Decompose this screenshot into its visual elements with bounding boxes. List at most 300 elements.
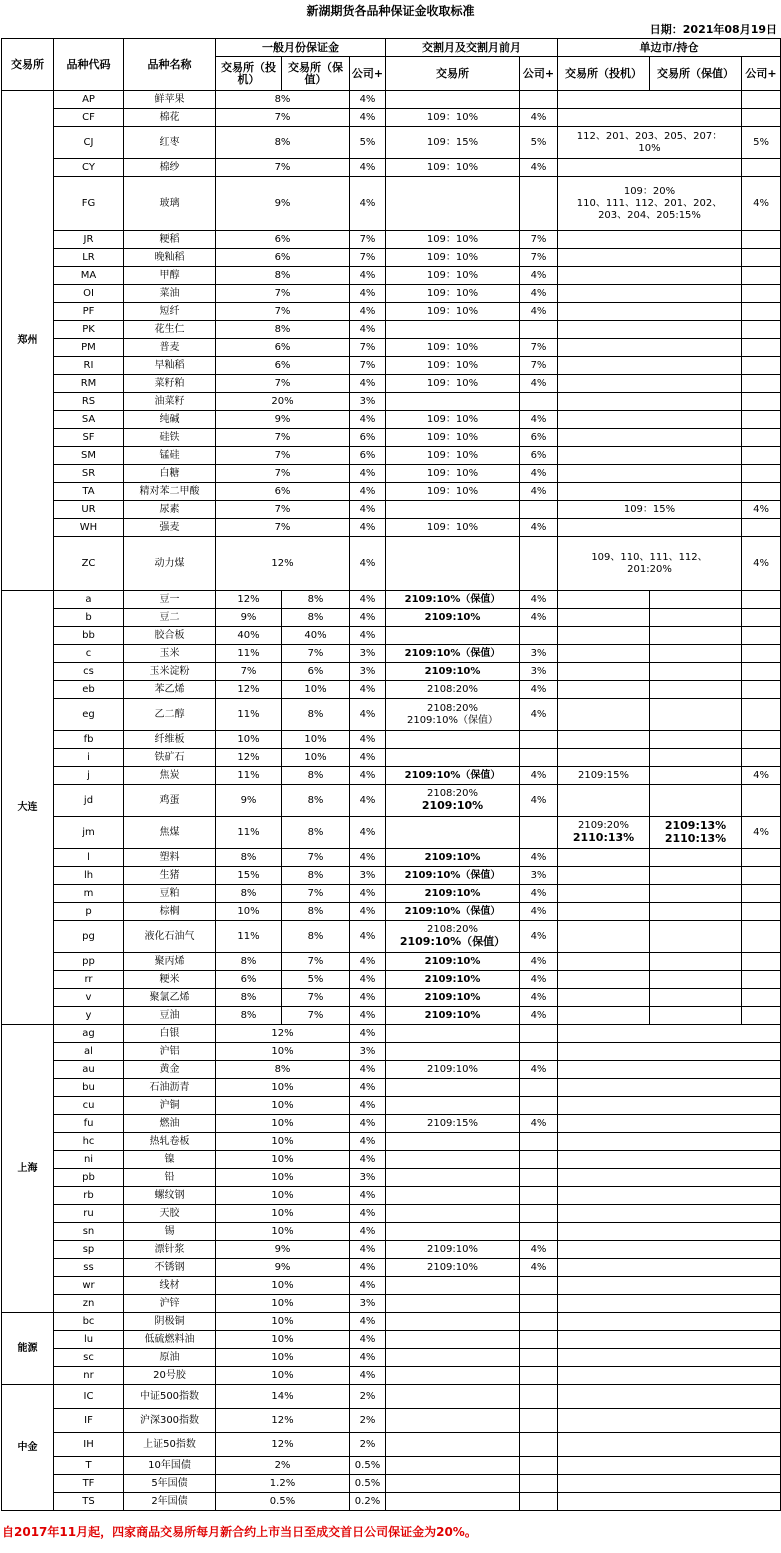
unilateral-spec	[558, 749, 650, 767]
delivery-company: 4%	[520, 483, 558, 501]
general-company: 4%	[350, 1115, 386, 1133]
delivery-margin: 2109:10%（保值）	[386, 867, 520, 885]
general-company: 5%	[350, 127, 386, 159]
product-name: 强麦	[124, 519, 216, 537]
delivery-margin: 109：10%	[386, 267, 520, 285]
general-margin: 10%	[216, 1331, 350, 1349]
unilateral-margin	[558, 1349, 781, 1367]
general-margin: 10%	[216, 1079, 350, 1097]
product-code: pp	[54, 953, 124, 971]
unilateral-margin	[558, 1457, 781, 1475]
general-margin: 7%	[216, 159, 350, 177]
unilateral-margin	[558, 91, 742, 109]
general-margin-spec: 8%	[216, 989, 282, 1007]
delivery-margin	[386, 1349, 520, 1367]
unilateral-margin	[558, 1097, 781, 1115]
delivery-margin	[386, 1187, 520, 1205]
exchange-zhengzhou: 郑州	[2, 91, 54, 591]
product-code: SR	[54, 465, 124, 483]
general-margin-hedge: 8%	[282, 609, 350, 627]
delivery-margin	[386, 1025, 520, 1043]
table-row	[2, 663, 781, 681]
delivery-company	[520, 177, 558, 231]
delivery-margin: 2109:10%	[386, 1061, 520, 1079]
unilateral-margin	[558, 393, 742, 411]
general-company: 4%	[350, 159, 386, 177]
table-row	[2, 1493, 781, 1511]
delivery-company: 7%	[520, 339, 558, 357]
unilateral-spec	[558, 849, 650, 867]
product-code: OI	[54, 285, 124, 303]
table-row	[2, 267, 781, 285]
delivery-margin: 109：10%	[386, 285, 520, 303]
product-name: 豆二	[124, 609, 216, 627]
delivery-margin: 2108:20%	[386, 681, 520, 699]
product-name: 10年国债	[124, 1457, 216, 1475]
unilateral-hedge	[650, 867, 742, 885]
product-name: 苯乙烯	[124, 681, 216, 699]
table-row	[2, 1385, 781, 1409]
unilateral-margin-line: 203、204、205:15%	[598, 209, 701, 221]
table-row	[2, 285, 781, 303]
product-code: AP	[54, 91, 124, 109]
unilateral-company	[742, 465, 781, 483]
table-row	[2, 1205, 781, 1223]
delivery-company: 3%	[520, 645, 558, 663]
unilateral-spec	[558, 989, 650, 1007]
product-name: 甲醇	[124, 267, 216, 285]
delivery-company	[520, 1187, 558, 1205]
general-company: 3%	[350, 1043, 386, 1061]
unilateral-spec	[558, 663, 650, 681]
delivery-margin	[386, 1205, 520, 1223]
unilateral-spec	[558, 731, 650, 749]
unilateral-company	[742, 231, 781, 249]
unilateral-hedge	[650, 627, 742, 645]
unilateral-margin	[558, 1079, 781, 1097]
delivery-company	[520, 1457, 558, 1475]
unilateral-company	[742, 731, 781, 749]
unilateral-hedge	[650, 1007, 742, 1025]
delivery-margin	[386, 1277, 520, 1295]
product-code: rb	[54, 1187, 124, 1205]
product-name: 锡	[124, 1223, 216, 1241]
general-margin-hedge: 5%	[282, 971, 350, 989]
general-margin: 12%	[216, 1433, 350, 1457]
general-company: 7%	[350, 339, 386, 357]
product-name: 焦炭	[124, 767, 216, 785]
unilateral-margin	[558, 127, 742, 159]
general-margin: 8%	[216, 127, 350, 159]
table-row	[2, 1409, 781, 1433]
general-margin: 10%	[216, 1295, 350, 1313]
delivery-company	[520, 1331, 558, 1349]
delivery-margin: 109：10%	[386, 159, 520, 177]
unilateral-margin	[558, 357, 742, 375]
general-margin-spec: 8%	[216, 953, 282, 971]
delivery-company	[520, 1409, 558, 1433]
product-code: IC	[54, 1385, 124, 1409]
table-row	[2, 1187, 781, 1205]
delivery-margin	[386, 1151, 520, 1169]
general-margin: 1.2%	[216, 1475, 350, 1493]
unilateral-hedge	[650, 645, 742, 663]
general-company: 2%	[350, 1409, 386, 1433]
unilateral-company	[742, 749, 781, 767]
delivery-company	[520, 1133, 558, 1151]
product-code: fb	[54, 731, 124, 749]
delivery-margin	[386, 1331, 520, 1349]
unilateral-hedge	[650, 699, 742, 731]
delivery-margin	[386, 1295, 520, 1313]
product-code: CJ	[54, 127, 124, 159]
delivery-margin	[386, 1385, 520, 1409]
exchange-shanghai: 上海	[2, 1025, 54, 1313]
product-name: 燃油	[124, 1115, 216, 1133]
delivery-company: 7%	[520, 357, 558, 375]
product-name: 红枣	[124, 127, 216, 159]
product-code: pg	[54, 921, 124, 953]
unilateral-spec	[558, 971, 650, 989]
table-row	[2, 867, 781, 885]
delivery-company: 4%	[520, 885, 558, 903]
table-row	[2, 447, 781, 465]
unilateral-company	[742, 339, 781, 357]
delivery-company: 4%	[520, 1241, 558, 1259]
unilateral-margin-line: 109：15%	[623, 503, 676, 515]
product-name: 聚氯乙烯	[124, 989, 216, 1007]
report-date: 日期：2021年08月19日	[649, 23, 777, 36]
product-name: 沪铝	[124, 1043, 216, 1061]
product-code: jm	[54, 817, 124, 849]
unilateral-company	[742, 971, 781, 989]
general-margin: 7%	[216, 375, 350, 393]
delivery-company	[520, 501, 558, 519]
unilateral-margin	[558, 519, 742, 537]
delivery-margin-line: 2109:10%（保值）	[406, 714, 499, 726]
general-margin: 7%	[216, 109, 350, 127]
table-row	[2, 127, 781, 159]
delivery-company	[520, 1079, 558, 1097]
table-row	[2, 885, 781, 903]
general-margin: 6%	[216, 483, 350, 501]
delivery-company: 4%	[520, 285, 558, 303]
unilateral-spec	[558, 817, 650, 849]
general-company: 4%	[350, 519, 386, 537]
unilateral-company: 4%	[742, 537, 781, 591]
general-margin: 7%	[216, 447, 350, 465]
delivery-company	[520, 1475, 558, 1493]
general-company: 4%	[350, 1007, 386, 1025]
general-margin-spec: 7%	[216, 663, 282, 681]
delivery-company: 3%	[520, 867, 558, 885]
product-name: 棉花	[124, 109, 216, 127]
general-margin-spec: 8%	[216, 849, 282, 867]
unilateral-company: 5%	[742, 127, 781, 159]
general-company: 4%	[350, 731, 386, 749]
general-margin-hedge: 10%	[282, 749, 350, 767]
product-code: RM	[54, 375, 124, 393]
product-code: nr	[54, 1367, 124, 1385]
product-name: 纤维板	[124, 731, 216, 749]
general-margin: 12%	[216, 1409, 350, 1433]
unilateral-margin	[558, 375, 742, 393]
product-name: 低硫燃料油	[124, 1331, 216, 1349]
table-row	[2, 1043, 781, 1061]
unilateral-spec	[558, 1007, 650, 1025]
unilateral-company	[742, 159, 781, 177]
delivery-company: 4%	[520, 1259, 558, 1277]
delivery-margin	[386, 699, 520, 731]
general-company: 4%	[350, 303, 386, 321]
product-code: bu	[54, 1079, 124, 1097]
general-margin: 10%	[216, 1043, 350, 1061]
general-margin: 10%	[216, 1097, 350, 1115]
delivery-company	[520, 321, 558, 339]
delivery-company	[520, 537, 558, 591]
delivery-company	[520, 1367, 558, 1385]
product-name: 沪铜	[124, 1097, 216, 1115]
general-company: 4%	[350, 1349, 386, 1367]
general-margin: 7%	[216, 429, 350, 447]
product-code: lh	[54, 867, 124, 885]
delivery-margin	[386, 627, 520, 645]
table-row	[2, 817, 781, 849]
general-company: 2%	[350, 1385, 386, 1409]
table-row	[2, 1097, 781, 1115]
table-row	[2, 849, 781, 867]
unilateral-company	[742, 867, 781, 885]
general-margin: 14%	[216, 1385, 350, 1409]
delivery-margin	[386, 321, 520, 339]
delivery-margin	[386, 1133, 520, 1151]
delivery-company: 4%	[520, 1115, 558, 1133]
delivery-margin: 2109:10%	[386, 953, 520, 971]
delivery-margin: 2109:10%	[386, 971, 520, 989]
general-company: 4%	[350, 1223, 386, 1241]
product-name: 铁矿石	[124, 749, 216, 767]
general-margin: 9%	[216, 1259, 350, 1277]
unilateral-margin	[558, 429, 742, 447]
product-code: a	[54, 591, 124, 609]
table-row	[2, 699, 781, 731]
product-code: T	[54, 1457, 124, 1475]
product-name: 乙二醇	[124, 699, 216, 731]
delivery-margin	[386, 921, 520, 953]
unilateral-company	[742, 849, 781, 867]
header-unilateral: 单边市/持仓	[558, 39, 781, 57]
general-margin-spec: 11%	[216, 645, 282, 663]
table-row	[2, 1313, 781, 1331]
delivery-company	[520, 731, 558, 749]
unilateral-company	[742, 321, 781, 339]
delivery-margin: 109：10%	[386, 429, 520, 447]
general-company: 4%	[350, 465, 386, 483]
general-margin: 7%	[216, 285, 350, 303]
header-uni-spec: 交易所（投机）	[558, 57, 650, 91]
product-code: ss	[54, 1259, 124, 1277]
unilateral-margin-line: 109：20%	[623, 185, 676, 197]
general-company: 0.2%	[350, 1493, 386, 1511]
table-row	[2, 393, 781, 411]
delivery-company: 7%	[520, 249, 558, 267]
delivery-company: 4%	[520, 971, 558, 989]
delivery-margin: 109：10%	[386, 447, 520, 465]
delivery-margin	[386, 1079, 520, 1097]
delivery-company	[520, 1043, 558, 1061]
product-name: 5年国债	[124, 1475, 216, 1493]
product-code: IF	[54, 1409, 124, 1433]
product-code: rr	[54, 971, 124, 989]
product-name: 尿素	[124, 501, 216, 519]
product-code: eb	[54, 681, 124, 699]
unilateral-spec	[558, 867, 650, 885]
delivery-company	[520, 627, 558, 645]
exchange-energy: 能源	[2, 1313, 54, 1385]
product-name: 胶合板	[124, 627, 216, 645]
unilateral-margin	[558, 285, 742, 303]
general-margin: 10%	[216, 1349, 350, 1367]
unilateral-spec	[558, 645, 650, 663]
product-code: cu	[54, 1097, 124, 1115]
table-row	[2, 249, 781, 267]
general-margin: 12%	[216, 1025, 350, 1043]
general-company: 4%	[350, 953, 386, 971]
product-name: 线材	[124, 1277, 216, 1295]
table-row	[2, 1277, 781, 1295]
delivery-margin: 109：10%	[386, 303, 520, 321]
delivery-margin: 109：10%	[386, 483, 520, 501]
unilateral-margin	[558, 465, 742, 483]
general-company: 4%	[350, 267, 386, 285]
general-margin-spec: 15%	[216, 867, 282, 885]
table-row	[2, 109, 781, 127]
unilateral-margin	[558, 1205, 781, 1223]
delivery-margin: 2109:10%（保值）	[386, 767, 520, 785]
product-code: eg	[54, 699, 124, 731]
delivery-company: 5%	[520, 127, 558, 159]
delivery-company	[520, 393, 558, 411]
unilateral-hedge	[650, 971, 742, 989]
delivery-company	[520, 1295, 558, 1313]
general-margin: 2%	[216, 1457, 350, 1475]
product-name: 焦煤	[124, 817, 216, 849]
delivery-margin	[386, 393, 520, 411]
product-name: 玻璃	[124, 177, 216, 231]
table-row	[2, 465, 781, 483]
delivery-margin: 2109:10%（保值）	[386, 591, 520, 609]
table-row	[2, 1349, 781, 1367]
delivery-company: 3%	[520, 663, 558, 681]
delivery-margin	[386, 1313, 520, 1331]
product-code: lu	[54, 1331, 124, 1349]
product-name: 豆一	[124, 591, 216, 609]
delivery-company: 7%	[520, 231, 558, 249]
unilateral-spec	[558, 627, 650, 645]
table-row	[2, 591, 781, 609]
product-name: 棉纱	[124, 159, 216, 177]
delivery-margin-line: 2108:20%	[426, 702, 479, 714]
general-company: 4%	[350, 989, 386, 1007]
product-name: 石油沥青	[124, 1079, 216, 1097]
unilateral-company	[742, 285, 781, 303]
general-company: 4%	[350, 1277, 386, 1295]
unilateral-company	[742, 357, 781, 375]
table-row	[2, 91, 781, 109]
general-company: 7%	[350, 249, 386, 267]
table-row	[2, 681, 781, 699]
general-margin-hedge: 8%	[282, 903, 350, 921]
unilateral-hedge	[650, 609, 742, 627]
product-code: ru	[54, 1205, 124, 1223]
unilateral-margin-line: 112、201、203、205、207：	[576, 130, 723, 142]
delivery-margin	[386, 1493, 520, 1511]
general-margin-spec: 8%	[216, 1007, 282, 1025]
product-code: RS	[54, 393, 124, 411]
delivery-margin	[386, 1475, 520, 1493]
product-code: UR	[54, 501, 124, 519]
product-name: 鸡蛋	[124, 785, 216, 817]
product-name: 早籼稻	[124, 357, 216, 375]
delivery-margin-line: 2109:10%	[421, 799, 484, 812]
product-code: fu	[54, 1115, 124, 1133]
product-name: 漂针浆	[124, 1241, 216, 1259]
product-name: 豆油	[124, 1007, 216, 1025]
delivery-margin: 109：10%	[386, 375, 520, 393]
delivery-margin: 2109:10%	[386, 663, 520, 681]
product-name: 粳稻	[124, 231, 216, 249]
product-name: 精对苯二甲酸	[124, 483, 216, 501]
product-code: ag	[54, 1025, 124, 1043]
general-company: 4%	[350, 321, 386, 339]
delivery-margin	[386, 1043, 520, 1061]
unilateral-margin	[558, 109, 742, 127]
delivery-company: 6%	[520, 447, 558, 465]
header-name: 品种名称	[124, 39, 216, 91]
unilateral-company	[742, 375, 781, 393]
general-company: 4%	[350, 483, 386, 501]
general-margin: 6%	[216, 249, 350, 267]
product-name: 沪深300指数	[124, 1409, 216, 1433]
general-margin: 8%	[216, 267, 350, 285]
product-code: SF	[54, 429, 124, 447]
table-row	[2, 609, 781, 627]
table-row	[2, 645, 781, 663]
delivery-margin	[386, 731, 520, 749]
unilateral-margin	[558, 1295, 781, 1313]
delivery-company: 4%	[520, 465, 558, 483]
general-company: 4%	[350, 91, 386, 109]
unilateral-spec	[558, 785, 650, 817]
product-code: wr	[54, 1277, 124, 1295]
delivery-company: 4%	[520, 1061, 558, 1079]
product-code: PK	[54, 321, 124, 339]
table-row	[2, 767, 781, 785]
header-uni-company: 公司+	[742, 57, 781, 91]
product-code: v	[54, 989, 124, 1007]
product-name: 热轧卷板	[124, 1133, 216, 1151]
table-row	[2, 1475, 781, 1493]
delivery-margin: 109：10%	[386, 249, 520, 267]
delivery-margin	[386, 1457, 520, 1475]
unilateral-hedge	[650, 785, 742, 817]
product-name: 生猪	[124, 867, 216, 885]
unilateral-hedge	[650, 731, 742, 749]
general-margin: 8%	[216, 91, 350, 109]
unilateral-company	[742, 953, 781, 971]
product-code: p	[54, 903, 124, 921]
unilateral-margin	[558, 1493, 781, 1511]
